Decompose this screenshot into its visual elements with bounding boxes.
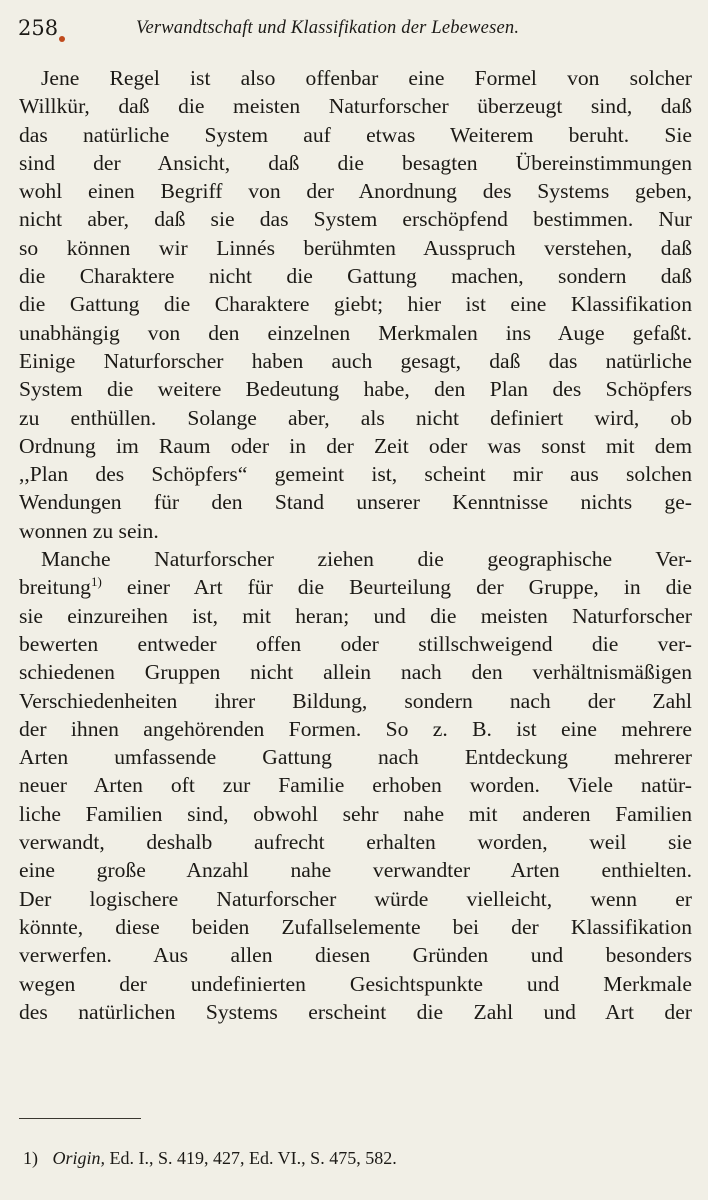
text-line: unabhängig von den einzelnen Merkmalen ins Auge gefaßt. xyxy=(19,320,692,345)
text-line: die Gattung die Charaktere giebt; hier ist eine Klassifikation xyxy=(19,292,692,317)
ink-mark xyxy=(59,36,65,42)
text-line: liche Familien sind, obwohl sehr nahe mit anderen Familien xyxy=(19,801,692,826)
text-line: bewerten entweder offen oder stillschweigend die ver- xyxy=(19,631,692,656)
text-line: Jene Regel ist also offenbar eine Formel von solcher xyxy=(41,66,692,90)
footnote xyxy=(19,1148,397,1169)
text-line: des natürlichen Systems erscheint die Zahl und Art der xyxy=(19,999,692,1024)
running-title: Verwandtschaft und Klassifikation der Lebewesen. xyxy=(136,18,520,38)
text-line: Ordnung im Raum oder in der Zeit oder was sonst mit dem xyxy=(19,433,692,458)
text-line: Willkür, daß die meisten Naturforscher überzeugt sind, daß xyxy=(19,94,692,119)
text-line: schiedenen Gruppen nicht allein nach den verhältnismäßigen xyxy=(19,660,692,685)
text-line: Einige Naturforscher haben auch gesagt, daß das natürliche xyxy=(19,348,692,373)
paragraph xyxy=(19,545,692,1026)
footnote-work-title: Origin, xyxy=(52,1148,106,1168)
paragraph xyxy=(19,64,692,545)
text-line: verwandt, deshalb aufrecht erhalten worden, weil sie xyxy=(19,830,692,855)
footnote-reference[interactable]: 1) xyxy=(90,574,102,590)
page-number: 258 xyxy=(18,16,59,40)
text-line: zu enthüllen. Solange aber, als nicht definiert wird, ob xyxy=(19,405,692,430)
text-line: der ihnen angehörenden Formen. So z. B. ist eine mehrere xyxy=(19,716,692,741)
text-line: könnte, diese beiden Zufallselemente bei der Klassifikation xyxy=(19,914,692,939)
text-line: Verschiedenheiten ihrer Bildung, sondern nach der Zahl xyxy=(19,688,692,713)
footnote-rule xyxy=(19,1118,141,1119)
text-line: Manche Naturforscher ziehen die geographische Ver- xyxy=(41,547,692,572)
footnote-reference-text: Ed. I., S. 419, 427, Ed. VI., S. 475, 582. xyxy=(109,1148,397,1168)
text-line: sie einzureihen ist, mit heran; und die meisten Naturforscher xyxy=(19,603,692,628)
text-line: die Charaktere nicht die Gattung machen, sondern daß xyxy=(19,264,692,289)
text-line: verwerfen. Aus allen diesen Gründen und besonders xyxy=(19,943,692,968)
text-line: ,,Plan des Schöpfers“ gemeint ist, scheint mir aus solchen xyxy=(19,462,692,487)
text-line: System die weitere Bedeutung habe, den Plan des Schöpfers xyxy=(19,377,692,402)
body-text xyxy=(19,64,692,1026)
text-line: Wendungen für den Stand unserer Kenntnisse nichts ge- xyxy=(19,490,692,515)
text-line: das natürliche System auf etwas Weiterem beruht. Sie xyxy=(19,122,692,147)
footnote-marker: 1) xyxy=(23,1148,38,1168)
text-line: neuer Arten oft zur Familie erhoben worden. Viele natür- xyxy=(19,773,692,798)
text-line: sind der Ansicht, daß die besagten Übereinstimmungen xyxy=(19,150,692,175)
text-line-with-footnote xyxy=(19,573,692,601)
text-line: wohl einen Begriff von der Anordnung des Systems geben, xyxy=(19,179,692,204)
text-line: wegen der undefinierten Gesichtspunkte und Merkmale xyxy=(19,971,692,996)
text-line: Der logischere Naturforscher würde vielleicht, wenn er xyxy=(19,886,692,911)
text-line: so können wir Linnés berühmten Ausspruch verstehen, daß xyxy=(19,235,692,260)
text-fragment: einer Art für die Beurteilung der Gruppe, in die xyxy=(126,575,692,600)
running-head xyxy=(18,14,690,48)
text-line: wonnen zu sein. xyxy=(19,518,159,543)
text-line: eine große Anzahl nahe verwandter Arten enthielten. xyxy=(19,858,692,883)
text-line: nicht aber, daß sie das System erschöpfend bestimmen. Nur xyxy=(19,207,692,232)
text-line: Arten umfassende Gattung nach Entdeckung mehrerer xyxy=(19,745,692,770)
text-fragment: breitung xyxy=(19,575,91,600)
